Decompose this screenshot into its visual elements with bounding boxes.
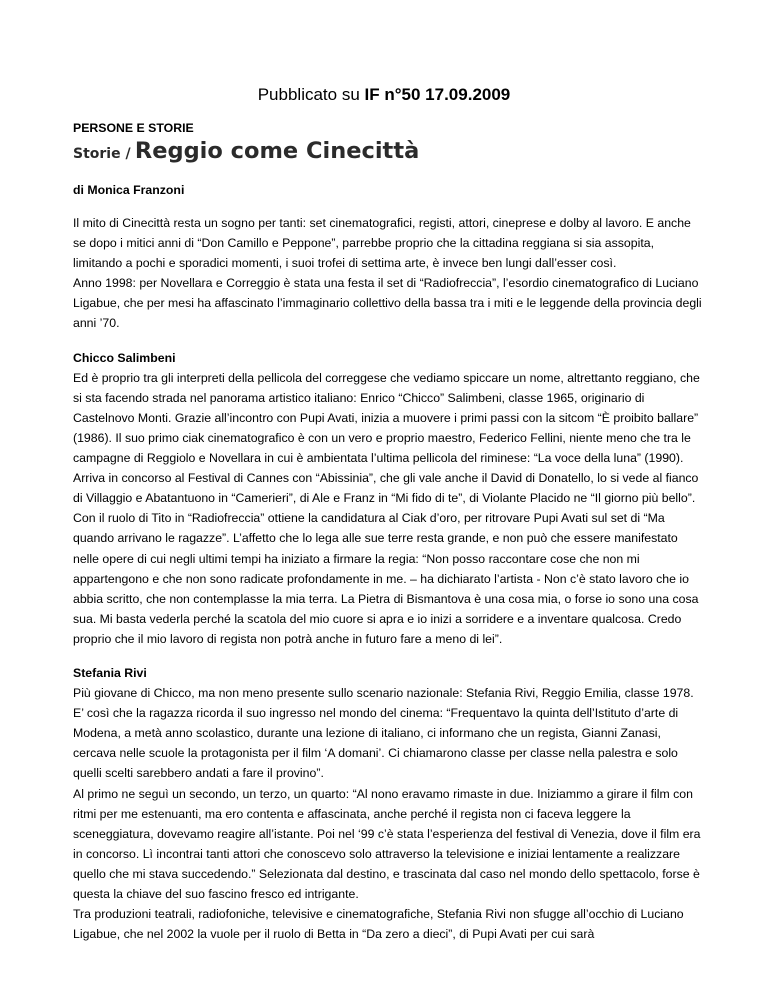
paragraph: Tra produzioni teatrali, radiofoniche, televisive e cinematografiche, Stefania Rivi non sfugge all’occhio di Luciano Ligabue, che nel 2002 la vuole per il ruolo di Betta in “Da zero a dieci”, di Pupi Avati per cui sarà [73, 907, 684, 942]
section-stefania-rivi [73, 663, 703, 944]
paragraph: Anno 1998: per Novellara e Correggio è stata una festa il set di “Radiofreccia”, l’esordio cinematografico di Luciano Ligabue, che per mesi ha affascinato l’immaginario collettivo della bassa tra i miti e le leggende della provincia degli anni ’70. [73, 276, 702, 331]
title-prefix: Storie / [73, 146, 131, 162]
section-chicco-salimbeni [73, 348, 703, 649]
intro-block [73, 213, 703, 334]
paragraph: Più giovane di Chicco, ma non meno presente sullo scenario nazionale: Stefania Rivi, Reggio Emilia, classe 1978. E’ così che la ragazza ricorda il suo ingresso nel mondo del cinema: “Frequentavo la quinta dell’Istituto d’arte di Modena, a metà anno scolastico, durante una lezione di italiano, ci informano che un regista, Gianni Zanasi, cercava nelle scuole la protagonista per il film ‘A domani’. Ci chiamarono classe per classe nella palestra e solo quelli scelti sarebbero andati a fare il provino”. [73, 686, 694, 781]
section-heading: Stefania Rivi [73, 665, 147, 680]
section-label: PERSONE E STORIE [73, 121, 194, 135]
byline: di Monica Franzoni [73, 183, 185, 197]
title-main: Reggio come Cinecittà [134, 138, 420, 164]
publication-prefix: Pubblicato su [257, 85, 360, 104]
publication-line [0, 84, 768, 106]
article [73, 120, 703, 958]
publication-issue: IF n°50 17.09.2009 [364, 85, 511, 104]
paragraph: Ed è proprio tra gli interpreti della pellicola del correggese che vediamo spiccare un nome, altrettanto reggiano, che si sta facendo strada nel panorama artistico italiano: Enrico “Chicco” Salimbeni, classe 1965, originario di Castelnovo Monti. Grazie all’incontro con Pupi Avati, inizia a muovere i primi passi con la sitcom “È proibito ballare” (1986). Il suo primo ciak cinematografico è con un vero e proprio maestro, Federico Fellini, niente meno che tra le campagne di Reggiolo e Novellara in cui è ambientata l’ultima pellicola del riminese: “La voce della luna” (1990). Arriva in concorso al Festival di Cannes con “Abissinia”, che gli vale anche il David di Donatello, lo si vede al fianco di Villaggio e Abatantuono in “Camerieri”, di Ale e Franz in “Mi fido di te”, di Violante Placido ne “Il giorno più bello”. Con il ruolo di Tito in “Radiofreccia” ottiene la candidatura al Ciak d’oro, per ritrovare Pupi Avati sul set di “Ma quando arrivano le ragazze”. L’affetto che lo lega alle sue terre resta grande, e non può che essere manifestato nelle opere di cui negli ultimi tempi ha iniziato a firmare la regia: “Non posso raccontare cose che non mi appartengono e che non sono radicate profondamente in me. – ha dichiarato l’artista - Non c’è stato lavoro che io abbia scritto, che non contemplasse la mia terra. La Pietra di Bismantova è una cosa mia, o forse io sono una cosa sua. Mi basta vederla perché la scatola del mio cuore si apra e io inizi a sorridere e a inventare qualcosa. Credo proprio che il mio lavoro di regista non potrà anche in futuro fare a meno di lei”. [73, 370, 700, 646]
paragraph: Il mito di Cinecittà resta un sogno per tanti: set cinematografici, registi, attori, cineprese e dolby al lavoro. E anche se dopo i mitici anni di “Don Camillo e Peppone”, parrebbe proprio che la cittadina reggiana si sia assopita, limitando a pochi e sporadici momenti, i suoi trofei di settima arte, è invece ben lungi dall’esser così. [73, 216, 691, 271]
paragraph: Al primo ne seguì un secondo, un terzo, un quarto: “Al nono eravamo rimaste in due. Iniziammo a girare il film con ritmi per me estenuanti, ma ero contenta e affascinata, anche perché il regista non ci faceva leggere la sceneggiatura, dovevamo reagire all’istante. Poi nel ‘99 c’è stata l’esperienza del festival di Venezia, dove il film era in concorso. Lì incontrai tanti attori che conoscevo solo attraverso la televisione e iniziai lentamente a realizzare quello che mi stava succedendo.” Selezionata dal destino, e trascinata dal caso nel mondo dello spettacolo, forse è questa la chiave del suo fascino fresco ed intrigante. [73, 786, 701, 901]
article-title [73, 136, 703, 169]
section-heading: Chicco Salimbeni [73, 350, 176, 365]
